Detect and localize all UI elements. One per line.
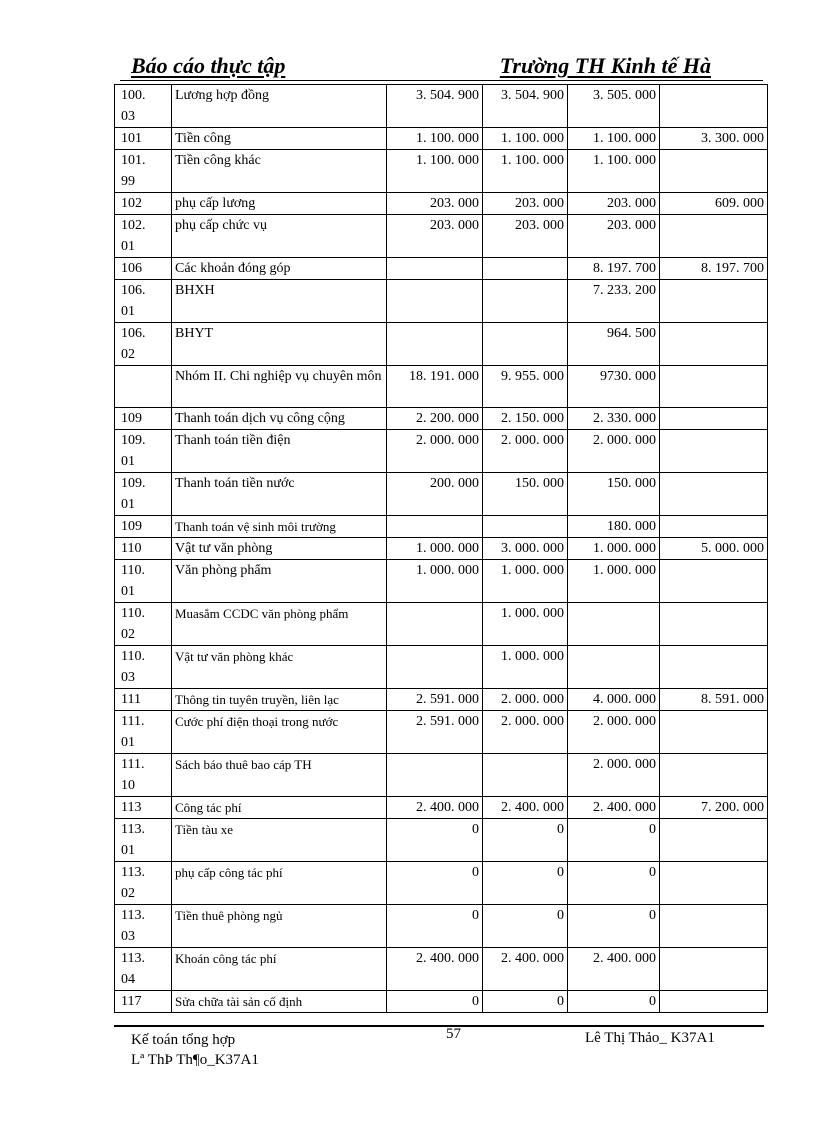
row-name: Thanh toán dịch vụ công cộng (172, 408, 387, 430)
table-row (115, 689, 768, 711)
row-value-total: 8. 197. 700 (660, 258, 768, 280)
row-name: Muasắm CCDC văn phòng phẩm (172, 603, 387, 646)
table-row (115, 473, 768, 516)
row-value-3: 2. 400. 000 (568, 948, 660, 991)
row-code: 106. 01 (115, 280, 172, 323)
row-code: 110 (115, 538, 172, 560)
row-value-1: 0 (387, 991, 483, 1013)
row-value-total (660, 754, 768, 797)
table-row (115, 711, 768, 754)
row-code: 113 (115, 797, 172, 819)
row-value-1 (387, 280, 483, 323)
row-value-total (660, 473, 768, 516)
row-value-2: 0 (483, 862, 568, 905)
row-code: 110. 02 (115, 603, 172, 646)
row-value-3: 2. 330. 000 (568, 408, 660, 430)
row-name: BHXH (172, 280, 387, 323)
row-value-2: 3. 000. 000 (483, 538, 568, 560)
row-value-3: 2. 000. 000 (568, 754, 660, 797)
row-value-2: 150. 000 (483, 473, 568, 516)
row-value-3: 0 (568, 819, 660, 862)
row-name: Tiền công khác (172, 150, 387, 193)
row-code: 110. 03 (115, 646, 172, 689)
row-name: Lương hợp đồng (172, 85, 387, 128)
row-value-total (660, 150, 768, 193)
row-value-total (660, 85, 768, 128)
row-value-total: 609. 000 (660, 193, 768, 215)
row-value-total (660, 516, 768, 538)
row-name: Sửa chữa tài sản cố định (172, 991, 387, 1013)
row-value-2: 2. 000. 000 (483, 689, 568, 711)
row-value-2: 2. 000. 000 (483, 430, 568, 473)
table-row (115, 991, 768, 1013)
row-value-1: 1. 000. 000 (387, 538, 483, 560)
row-value-3: 3. 505. 000 (568, 85, 660, 128)
row-code (115, 366, 172, 408)
row-name: Sách báo thuê bao cáp TH (172, 754, 387, 797)
table-row (115, 516, 768, 538)
row-value-total: 5. 000. 000 (660, 538, 768, 560)
row-value-3: 0 (568, 991, 660, 1013)
row-value-1: 2. 591. 000 (387, 711, 483, 754)
table-row (115, 128, 768, 150)
row-value-total (660, 905, 768, 948)
table-row (115, 862, 768, 905)
row-name: Cước phí điện thoại trong nước (172, 711, 387, 754)
row-value-total (660, 819, 768, 862)
row-code: 102 (115, 193, 172, 215)
row-value-2: 2. 150. 000 (483, 408, 568, 430)
row-value-3: 7. 233. 200 (568, 280, 660, 323)
row-value-2: 2. 000. 000 (483, 711, 568, 754)
row-code: 109. 01 (115, 473, 172, 516)
row-name: phụ cấp công tác phí (172, 862, 387, 905)
table-row (115, 323, 768, 366)
row-value-total: 8. 591. 000 (660, 689, 768, 711)
row-code: 113. 04 (115, 948, 172, 991)
row-value-total: 7. 200. 000 (660, 797, 768, 819)
row-value-3: 203. 000 (568, 193, 660, 215)
table-row (115, 819, 768, 862)
row-value-3: 964. 500 (568, 323, 660, 366)
table-row (115, 85, 768, 128)
row-value-1: 2. 591. 000 (387, 689, 483, 711)
table-row (115, 948, 768, 991)
row-value-3: 180. 000 (568, 516, 660, 538)
row-value-3: 2. 400. 000 (568, 797, 660, 819)
row-value-3: 8. 197. 700 (568, 258, 660, 280)
row-value-total (660, 366, 768, 408)
row-value-3: 1. 100. 000 (568, 128, 660, 150)
row-value-total (660, 862, 768, 905)
row-value-3: 1. 000. 000 (568, 538, 660, 560)
row-code: 101. 99 (115, 150, 172, 193)
table-row (115, 280, 768, 323)
row-name: phụ cấp lương (172, 193, 387, 215)
table-row (115, 215, 768, 258)
row-value-3: 203. 000 (568, 215, 660, 258)
row-value-2: 0 (483, 819, 568, 862)
row-name: Thanh toán tiền điện (172, 430, 387, 473)
footer-author: Lê Thị Thảo_ K37A1 (585, 1030, 715, 1046)
row-value-2 (483, 280, 568, 323)
row-value-1: 0 (387, 862, 483, 905)
table-row (115, 603, 768, 646)
table-row (115, 754, 768, 797)
row-value-2: 203. 000 (483, 193, 568, 215)
row-value-1 (387, 754, 483, 797)
row-value-3: 1. 100. 000 (568, 150, 660, 193)
row-name: Tiền thuê phòng ngủ (172, 905, 387, 948)
row-value-total: 3. 300. 000 (660, 128, 768, 150)
row-code: 109 (115, 516, 172, 538)
row-code: 109 (115, 408, 172, 430)
row-value-2 (483, 516, 568, 538)
footer-author-encoded: Lª ThÞ Th¶o_K37A1 (131, 1052, 259, 1068)
table-row (115, 430, 768, 473)
row-value-1: 18. 191. 000 (387, 366, 483, 408)
row-code: 110. 01 (115, 560, 172, 603)
row-value-2: 1. 100. 000 (483, 150, 568, 193)
budget-table-body (115, 85, 768, 1013)
row-name: Công tác phí (172, 797, 387, 819)
row-name: BHYT (172, 323, 387, 366)
footer-left (131, 1030, 259, 1070)
row-name: Khoán công tác phí (172, 948, 387, 991)
header-report-title: Báo cáo thực tập (131, 53, 286, 78)
row-value-2: 1. 000. 000 (483, 603, 568, 646)
row-value-total (660, 991, 768, 1013)
row-code: 101 (115, 128, 172, 150)
table-row (115, 797, 768, 819)
row-value-total (660, 560, 768, 603)
table-row (115, 150, 768, 193)
row-value-3: 2. 000. 000 (568, 430, 660, 473)
row-value-1: 0 (387, 905, 483, 948)
row-value-1: 2. 400. 000 (387, 948, 483, 991)
row-value-1 (387, 323, 483, 366)
row-value-total (660, 280, 768, 323)
row-code: 113. 03 (115, 905, 172, 948)
row-value-3: 9730. 000 (568, 366, 660, 408)
row-value-2: 1. 100. 000 (483, 128, 568, 150)
row-code: 111. 10 (115, 754, 172, 797)
row-value-total (660, 323, 768, 366)
row-value-2: 3. 504. 900 (483, 85, 568, 128)
row-value-total (660, 948, 768, 991)
row-value-total (660, 646, 768, 689)
row-name: Các khoản đóng góp (172, 258, 387, 280)
row-value-1 (387, 646, 483, 689)
row-value-1: 2. 200. 000 (387, 408, 483, 430)
row-value-1: 1. 100. 000 (387, 128, 483, 150)
row-value-1 (387, 516, 483, 538)
row-name: Thông tin tuyên truyền, liên lạc (172, 689, 387, 711)
budget-table (114, 84, 768, 1013)
row-value-2: 1. 000. 000 (483, 560, 568, 603)
table-row (115, 560, 768, 603)
row-value-2: 2. 400. 000 (483, 797, 568, 819)
row-code: 113. 02 (115, 862, 172, 905)
row-code: 111 (115, 689, 172, 711)
row-value-1: 0 (387, 819, 483, 862)
row-value-total (660, 408, 768, 430)
row-code: 100. 03 (115, 85, 172, 128)
row-value-1: 2. 400. 000 (387, 797, 483, 819)
header-school-name: Trường TH Kinh tế Hà (499, 53, 711, 78)
row-value-3: 0 (568, 905, 660, 948)
row-value-1: 3. 504. 900 (387, 85, 483, 128)
table-row (115, 905, 768, 948)
row-name: Văn phòng phẩm (172, 560, 387, 603)
row-name: phụ cấp chức vụ (172, 215, 387, 258)
row-value-total (660, 430, 768, 473)
row-value-3: 150. 000 (568, 473, 660, 516)
footer-department: Kế toán tổng hợp (131, 1032, 236, 1048)
row-value-total (660, 711, 768, 754)
row-value-3: 0 (568, 862, 660, 905)
row-name: Thanh toán tiền nước (172, 473, 387, 516)
row-value-3 (568, 603, 660, 646)
row-value-2: 2. 400. 000 (483, 948, 568, 991)
table-row (115, 258, 768, 280)
row-code: 113. 01 (115, 819, 172, 862)
row-value-2 (483, 258, 568, 280)
row-code: 117 (115, 991, 172, 1013)
row-value-2: 0 (483, 905, 568, 948)
row-code: 109. 01 (115, 430, 172, 473)
row-value-2: 0 (483, 991, 568, 1013)
row-value-2: 1. 000. 000 (483, 646, 568, 689)
row-value-2: 9. 955. 000 (483, 366, 568, 408)
footer-rule (114, 1025, 764, 1027)
row-value-3: 2. 000. 000 (568, 711, 660, 754)
page-number: 57 (446, 1026, 461, 1042)
table-row (115, 646, 768, 689)
row-value-3 (568, 646, 660, 689)
row-name: Tiền công (172, 128, 387, 150)
row-value-1 (387, 603, 483, 646)
row-name: Vật tư văn phòng (172, 538, 387, 560)
row-value-1: 203. 000 (387, 193, 483, 215)
row-value-1: 2. 000. 000 (387, 430, 483, 473)
row-value-1 (387, 258, 483, 280)
row-value-1: 1. 100. 000 (387, 150, 483, 193)
row-value-3: 1. 000. 000 (568, 560, 660, 603)
row-value-total (660, 603, 768, 646)
row-code: 111. 01 (115, 711, 172, 754)
row-value-2 (483, 323, 568, 366)
table-row (115, 408, 768, 430)
row-value-1: 203. 000 (387, 215, 483, 258)
page-header (131, 52, 763, 82)
table-row (115, 193, 768, 215)
row-value-2: 203. 000 (483, 215, 568, 258)
table-row (115, 538, 768, 560)
row-value-2 (483, 754, 568, 797)
row-value-total (660, 215, 768, 258)
row-name: Tiền tàu xe (172, 819, 387, 862)
row-name: Nhóm II. Chi nghiệp vụ chuyên môn (172, 366, 387, 408)
row-value-1: 1. 000. 000 (387, 560, 483, 603)
table-row (115, 366, 768, 408)
row-value-1: 200. 000 (387, 473, 483, 516)
header-rule (120, 80, 763, 81)
row-value-3: 4. 000. 000 (568, 689, 660, 711)
row-code: 102. 01 (115, 215, 172, 258)
row-code: 106 (115, 258, 172, 280)
row-name: Vật tư văn phòng khác (172, 646, 387, 689)
row-name: Thanh toán vệ sinh môi trường (172, 516, 387, 538)
row-code: 106. 02 (115, 323, 172, 366)
